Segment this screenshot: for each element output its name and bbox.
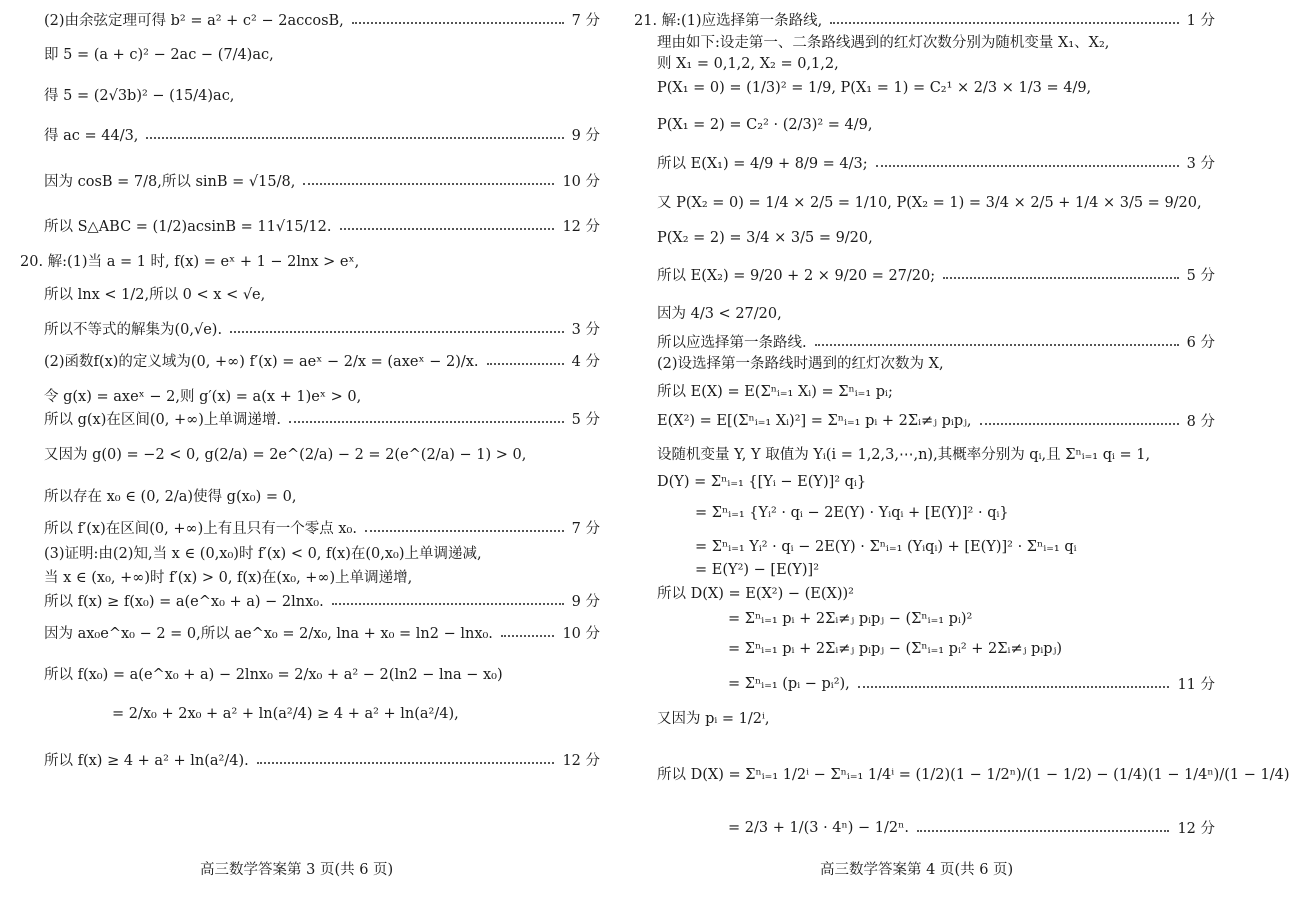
score-label: 6 分 xyxy=(1186,335,1215,351)
solution-line xyxy=(657,264,1215,285)
equation-text: = Σⁿᵢ₌₁ {Yᵢ² · qᵢ − 2E(Y) · Yᵢqᵢ + [E(Y)]² · qᵢ} xyxy=(695,505,1009,521)
equation-text: 所以 g(x)在区间(0, +∞)上单调递增. xyxy=(44,412,281,428)
solution-line xyxy=(728,641,1062,657)
score-label: 10 分 xyxy=(562,174,600,190)
solution-line xyxy=(44,170,600,191)
solution-line xyxy=(657,31,1109,52)
equation-text: 所以 f(x) ≥ 4 + a² + ln(a²/4). xyxy=(44,753,249,769)
solution-line xyxy=(657,52,839,73)
equation-text: 因为 ax₀e^x₀ − 2 = 0,所以 ae^x₀ = 2/x₀, lna + x₀ = ln2 − lnx₀. xyxy=(44,626,493,642)
equation-text: 得 5 = (2√3b)² − (15/4)ac, xyxy=(44,88,235,104)
leader-dots xyxy=(303,183,554,185)
solution-line xyxy=(728,817,1215,838)
page-footer: 高三数学答案第 3 页(共 6 页) xyxy=(200,862,394,878)
score-label: 12 分 xyxy=(1177,821,1215,837)
solution-line xyxy=(44,124,600,145)
score-label: 11 分 xyxy=(1177,677,1215,693)
equation-text: P(X₁ = 2) = C₂² · (2/3)² = 4/9, xyxy=(657,117,873,133)
equation-text: = Σⁿᵢ₌₁ (pᵢ − pᵢ²), xyxy=(728,675,850,692)
solution-line xyxy=(44,485,296,506)
solution-line xyxy=(657,410,1215,431)
solution-line xyxy=(44,542,482,563)
score-label: 3 分 xyxy=(571,322,600,338)
equation-text: E(X²) = E[(Σⁿᵢ₌₁ Xᵢ)²] = Σⁿᵢ₌₁ pᵢ + 2Σᵢ≠ⱼ pᵢpⱼ, xyxy=(657,412,972,429)
equation-text: 又因为 g(0) = −2 < 0, g(2/a) = 2e^(2/a) − 2 = 2(e^(2/a) − 1) > 0, xyxy=(44,447,527,463)
equation-text: 所以 lnx < 1/2,所以 0 < x < √e, xyxy=(44,287,266,303)
solution-line xyxy=(44,84,234,105)
leader-dots xyxy=(980,423,1179,425)
solution-line xyxy=(44,318,600,339)
solution-line xyxy=(657,191,1202,212)
equation-text: 则 X₁ = 0,1,2, X₂ = 0,1,2, xyxy=(657,56,839,72)
equation-text: 所以 E(X₁) = 4/9 + 8/9 = 4/3; xyxy=(657,156,868,172)
leader-dots xyxy=(815,344,1179,346)
solution-line xyxy=(695,505,1009,521)
score-label: 12 分 xyxy=(562,219,600,235)
score-label: 10 分 xyxy=(562,626,600,642)
solution-line xyxy=(44,749,600,770)
equation-text: D(Y) = Σⁿᵢ₌₁ {[Yᵢ − E(Y)]² qᵢ} xyxy=(657,474,867,490)
leader-dots xyxy=(230,331,564,333)
problem-20-heading xyxy=(20,250,359,271)
leader-dots xyxy=(943,277,1179,279)
equation-text: = E(Y²) − [E(Y)]² xyxy=(695,562,820,578)
score-label: 7 分 xyxy=(571,521,600,537)
equation-text: = Σⁿᵢ₌₁ pᵢ + 2Σᵢ≠ⱼ pᵢpⱼ − (Σⁿᵢ₌₁ pᵢ² + 2Σᵢ≠ⱼ pᵢpⱼ) xyxy=(728,641,1063,657)
answer-page-3 xyxy=(0,0,600,900)
score-label: 3 分 xyxy=(1186,156,1215,172)
solution-line xyxy=(44,385,361,406)
solution-line xyxy=(657,443,1150,464)
equation-text: 21. 解:(1)应选择第一条路线, xyxy=(634,13,823,29)
solution-line xyxy=(657,380,893,401)
score-label: 5 分 xyxy=(1186,268,1215,284)
equation-text: = 2/x₀ + 2x₀ + a² + ln(a²/4) ≥ 4 + a² + ln(a²/4), xyxy=(112,706,459,722)
solution-line xyxy=(728,673,1215,694)
solution-line xyxy=(695,539,1077,555)
answer-page-4 xyxy=(615,0,1289,900)
equation-text: = 2/3 + 1/(3 · 4ⁿ) − 1/2ⁿ. xyxy=(728,819,910,836)
score-label: 7 分 xyxy=(571,13,600,29)
equation-text: (2)设选择第一条路线时遇到的红灯次数为 X, xyxy=(657,356,944,372)
score-label: 4 分 xyxy=(571,354,600,370)
solution-line xyxy=(728,611,972,627)
solution-line xyxy=(657,302,782,323)
solution-line xyxy=(44,663,503,684)
page-footer: 高三数学答案第 4 页(共 6 页) xyxy=(820,862,1014,878)
solution-line xyxy=(657,80,1091,96)
solution-line xyxy=(44,408,600,429)
equation-text: 因为 cosB = 7/8,所以 sinB = √15/8, xyxy=(44,174,296,190)
equation-text: 所以应选择第一条路线. xyxy=(657,335,807,351)
solution-line xyxy=(44,443,526,464)
solution-line xyxy=(112,706,459,722)
solution-line xyxy=(44,9,600,30)
score-label: 9 分 xyxy=(571,128,600,144)
equation-text: 又因为 pᵢ = 1/2ⁱ, xyxy=(657,711,770,727)
equation-text: 所以 f(x) ≥ f(x₀) = a(e^x₀ + a) − 2lnx₀. xyxy=(44,594,324,610)
solution-line xyxy=(657,152,1215,173)
solution-line xyxy=(657,582,854,603)
score-label: 8 分 xyxy=(1186,414,1215,430)
equation-text: 所以不等式的解集为(0,√e). xyxy=(44,322,223,338)
score-label: 1 分 xyxy=(1186,13,1215,29)
leader-dots xyxy=(365,530,564,532)
score-label: 12 分 xyxy=(562,753,600,769)
equation-text: (2)由余弦定理可得 b² = a² + c² − 2accosB, xyxy=(44,13,344,29)
solution-line xyxy=(44,283,265,304)
solution-line xyxy=(695,562,819,578)
solution-line xyxy=(44,590,600,611)
leader-dots xyxy=(257,762,555,764)
solution-line xyxy=(657,230,873,246)
solution-line xyxy=(44,622,600,643)
solution-line xyxy=(657,331,1215,352)
equation-text: P(X₁ = 0) = (1/3)² = 1/9, P(X₁ = 1) = C₂¹ × 2/3 × 1/3 = 4/9, xyxy=(657,80,1092,96)
equation-text: = Σⁿᵢ₌₁ pᵢ + 2Σᵢ≠ⱼ pᵢpⱼ − (Σⁿᵢ₌₁ pᵢ)² xyxy=(728,611,973,627)
leader-dots xyxy=(340,228,555,230)
solution-line xyxy=(657,763,1289,784)
equation-text: 又 P(X₂ = 0) = 1/4 × 2/5 = 1/10, P(X₂ = 1) = 3/4 × 2/5 + 1/4 × 3/5 = 9/20, xyxy=(657,195,1202,211)
equation-text: P(X₂ = 2) = 3/4 × 3/5 = 9/20, xyxy=(657,230,873,246)
leader-dots xyxy=(332,603,564,605)
equation-text: 所以 D(X) = Σⁿᵢ₌₁ 1/2ⁱ − Σⁿᵢ₌₁ 1/4ⁱ = (1/2)(1 − 1/2ⁿ)/(1 − 1/2) − (1/4)(1 − 1/4ⁿ)/(1 − 1/4) xyxy=(657,767,1289,783)
equation-text: 所以 S△ABC = (1/2)acsinB = 11√15/12. xyxy=(44,219,332,235)
equation-text: = Σⁿᵢ₌₁ Yᵢ² · qᵢ − 2E(Y) · Σⁿᵢ₌₁ (Yᵢqᵢ) + [E(Y)]² · Σⁿᵢ₌₁ qᵢ xyxy=(695,539,1077,555)
equation-text: 理由如下:设走第一、二条路线遇到的红灯次数分别为随机变量 X₁、X₂, xyxy=(657,35,1110,51)
equation-text: (3)证明:由(2)知,当 x ∈ (0,x₀)时 f′(x) < 0, f(x)在(0,x₀)上单调递减, xyxy=(44,546,482,562)
equation-text: 所以 D(X) = E(X²) − (E(X))² xyxy=(657,586,854,602)
leader-dots xyxy=(352,22,564,24)
equation-text: 20. 解:(1)当 a = 1 时, f(x) = eˣ + 1 − 2lnx > eˣ, xyxy=(20,254,360,270)
equation-text: 所以 E(X₂) = 9/20 + 2 × 9/20 = 27/20; xyxy=(657,268,936,284)
equation-text: (2)函数f(x)的定义域为(0, +∞) f′(x) = aeˣ − 2/x = (axeˣ − 2)/x. xyxy=(44,354,479,370)
equation-text: 所以 E(X) = E(Σⁿᵢ₌₁ Xᵢ) = Σⁿᵢ₌₁ pᵢ; xyxy=(657,384,893,400)
equation-text: 所以存在 x₀ ∈ (0, 2/a)使得 g(x₀) = 0, xyxy=(44,489,297,505)
solution-line xyxy=(657,117,873,133)
solution-line xyxy=(44,43,274,64)
solution-line xyxy=(44,215,600,236)
leader-dots xyxy=(487,363,564,365)
equation-text: 设随机变量 Y, Y 取值为 Yᵢ(i = 1,2,3,⋯,n),其概率分别为 qᵢ,且 Σⁿᵢ₌₁ qᵢ = 1, xyxy=(657,447,1151,463)
equation-text: 所以 f′(x)在区间(0, +∞)上有且只有一个零点 x₀. xyxy=(44,521,357,537)
equation-text: 因为 4/3 < 27/20, xyxy=(657,306,782,322)
equation-text: 当 x ∈ (x₀, +∞)时 f′(x) > 0, f(x)在(x₀, +∞)上单调递增, xyxy=(44,570,413,586)
solution-line xyxy=(657,707,770,728)
leader-dots xyxy=(876,165,1179,167)
problem-21-heading xyxy=(634,9,1215,30)
solution-line xyxy=(44,350,600,371)
equation-text: 得 ac = 44/3, xyxy=(44,128,139,144)
equation-text: 所以 f(x₀) = a(e^x₀ + a) − 2lnx₀ = 2/x₀ + a² − 2(ln2 − lna − x₀) xyxy=(44,667,503,683)
solution-line xyxy=(657,352,944,373)
solution-line xyxy=(657,474,866,490)
solution-line xyxy=(44,517,600,538)
score-label: 5 分 xyxy=(571,412,600,428)
leader-dots xyxy=(830,22,1178,24)
leader-dots xyxy=(289,421,564,423)
equation-text: 令 g(x) = axeˣ − 2,则 g′(x) = a(x + 1)eˣ > 0, xyxy=(44,389,362,405)
leader-dots xyxy=(501,635,555,637)
equation-text: 即 5 = (a + c)² − 2ac − (7/4)ac, xyxy=(44,47,274,63)
solution-line xyxy=(44,566,412,587)
leader-dots xyxy=(146,137,563,139)
score-label: 9 分 xyxy=(571,594,600,610)
leader-dots xyxy=(858,686,1170,688)
leader-dots xyxy=(917,830,1169,832)
